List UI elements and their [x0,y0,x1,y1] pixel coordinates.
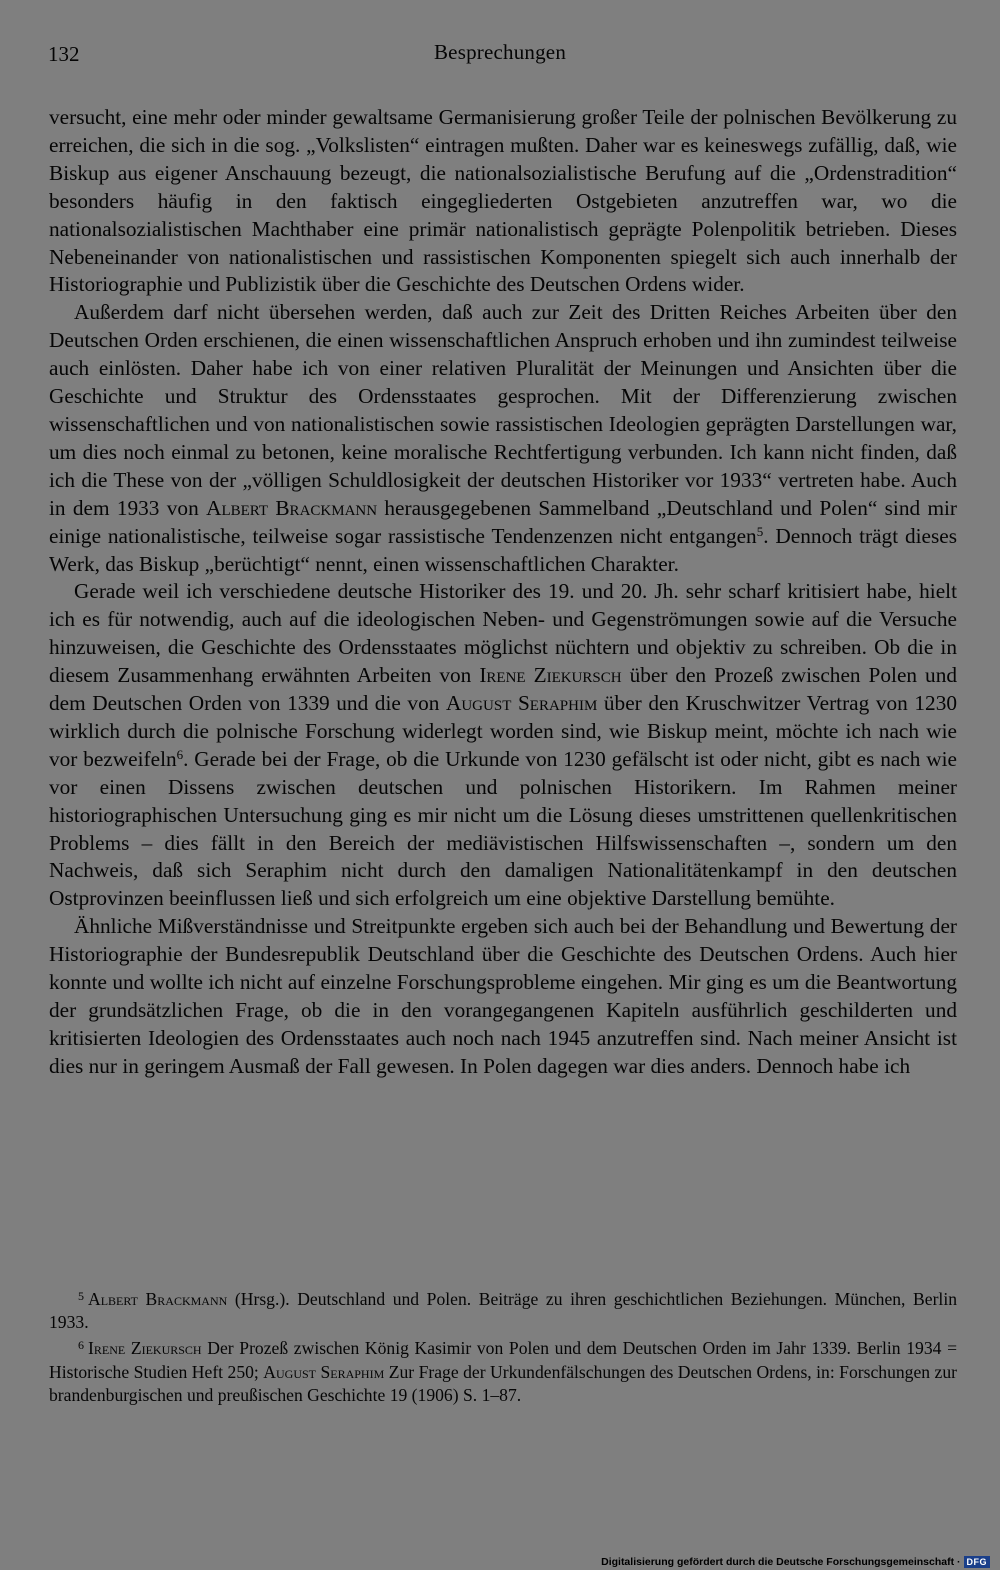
footnote-5-author: Albert Brackmann [88,1289,228,1309]
digitization-credit [601,1556,990,1568]
paragraph-3 [49,578,957,913]
footnote-ref-6[interactable]: 6 [176,746,184,762]
footnote-6-author-1: Irene Ziekursch [88,1338,202,1359]
paragraph-3-part-d: . Gerade bei der Frage, ob die Urkunde von 1230 gefälscht ist oder nicht, gibt es nach wie vor einen Dissens zwischen deutschen und polnischen Historikern. Im Rahmen meiner historiographischen Untersuchung ging es mir nicht um die Lösung dieses umstrittenen quellenkritischen Problems – dies fällt in den Bereich der mediävistischen Hilfswissenschaften –, sondern um den Nachweis, daß sich Seraphim nicht durch den damaligen Nationalitätenkampf in den deutschen Ostprovinzen beeinflussen ließ und sich erfolgreich um eine objektive Darstellung bemühte. [49,746,957,911]
paragraph-3-part-b: über den Prozeß zwischen Polen und dem Deutschen Orden von 1339 und die von [49,663,957,716]
footnote-6-number: 6 [78,1338,84,1353]
footnote-ref-5[interactable]: 5 [756,523,764,539]
author-name-seraphim: August Seraphim [445,691,598,716]
footnotes [49,1285,957,1407]
paragraph-1: versucht, eine mehr oder minder gewaltsame Germanisierung großer Teile der polnischen Bevölkerung zu erreichen, die sich in die sog. „Volkslisten“ eintragen mußten. Daher war es keineswegs zufällig, daß, wie Biskup aus eigener Anschauung bezeugt, die nationalsozialistische Berufung auf die „Ordenstradition“ besonders häufig in den faktisch eingegliederten Ostgebieten anzutreffen war, wo die nationalsozialistischen Machthaber eine primär nationalistisch geprägte Polenpolitik betrieben. Dieses Nebeneinander von nationalistischen und rassistischen Komponenten spiegelt sich auch innerhalb der Historiographie und Publizistik über die Geschichte des Deutschen Ordens wider. [49,105,957,297]
paragraph-3-part-a: Gerade weil ich verschiedene deutsche Historiker des 19. und 20. Jh. sehr scharf kritisiert habe, hielt ich es für notwendig, auch auf die ideologischen Neben- und Gegenströmungen sowie auf die Versuche hinzuweisen, die Geschichte des Ordensstaates möglichst nüchtern und objektiv zu schreiben. Ob die in diesem Zusammenhang erwähnten Arbeiten von [49,579,957,688]
credit-text: Digitalisierung gefördert durch die Deutsche Forschungsgemeinschaft · [601,1556,961,1568]
paragraph-4: Ähnliche Mißverständnisse und Streitpunkte ergeben sich auch bei der Behandlung und Bewertung der Historiographie der Bundesrepublik Deutschland über die Geschichte des Deutschen Ordens. Auch hier konnte und wollte ich nicht auf einzelne Forschungsprobleme eingehen. Mir ging es um die Beantwortung der grundsätzlichen Frage, ob die in den vorangegangenen Kapiteln ausführlich geschilderten und kritisierten Ideologien des Ordensstaates auch noch nach 1945 anzutreffen sind. Nach meiner Ansicht ist dies nur in geringem Ausmaß der Fall gewesen. In Polen dagegen war dies anders. Dennoch habe ich [49,914,957,1078]
footnote-6 [49,1334,957,1407]
footnote-5-number: 5 [78,1289,84,1303]
footnote-6-text-a: Der Prozeß zwischen König Kasimir von Polen und dem Deutschen Orden im Jahr 1339. Berlin 1934 = Historische Studien Heft 250; [49,1338,957,1382]
page-number: 132 [48,42,80,66]
author-name-ziekursch: Irene Ziekursch [479,663,622,688]
running-head: Besprechungen [433,40,567,64]
footnote-6-text-b: Zur Frage der Urkundenfälschungen des Deutschen Ordens, in: Forschungen zur brandenburgischen und preußischen Geschichte 19 (1906) S. 1–87. [49,1361,957,1405]
paragraph-2-part-b: herausgegebenen Sammelband „Deutschland und Polen“ sind mir einige nationalistische, teilweise sogar rassistische Tendenzenzen nicht entgangen [49,495,958,548]
author-name-brackmann: Albert Brackmann [206,495,378,520]
paragraph-2-part-c: . Dennoch trägt dieses Werk, das Biskup „berüchtigt“ nennt, einen wissenschaftlichen Charakter. [49,523,958,576]
body-text [49,104,957,1081]
footnote-5 [49,1285,957,1334]
footnote-5-text: (Hrsg.). Deutschland und Polen. Beiträge zu ihren geschichtlichen Beziehungen. München, Berlin 1933. [49,1289,958,1333]
footnote-6-author-2: August Seraphim [263,1361,385,1382]
paragraph-2 [49,299,957,578]
paragraph-3-part-c: über den Kruschwitzer Vertrag von 1230 wirklich durch die polnische Forschung widerlegt worden sind, wie Biskup meint, möchte ich nach wie vor bezweifeln [49,691,957,771]
dfg-logo-icon[interactable]: DFG [964,1556,991,1568]
paragraph-2-part-a: Außerdem darf nicht übersehen werden, daß auch zur Zeit des Dritten Reiches Arbeiten über den Deutschen Orden erschienen, die einen wissenschaftlichen Anspruch erhoben und ihn zumindest teilweise auch einlösten. Daher habe ich von einer relativen Pluralität der Meinungen und Ansichten über die Geschichte und Struktur des Ordensstaates gesprochen. Mit der Differenzierung zwischen wissenschaftlichen und von nationalistischen sowie rassistischen Ideologien geprägten Darstellungen war, um dies noch einmal zu betonen, keine moralische Rechtfertigung verbunden. Ich kann nicht finden, daß ich die These von der „völligen Schuldlosigkeit der deutschen Historiker vor 1933“ vertreten habe. Auch in dem 1933 von [49,300,957,520]
